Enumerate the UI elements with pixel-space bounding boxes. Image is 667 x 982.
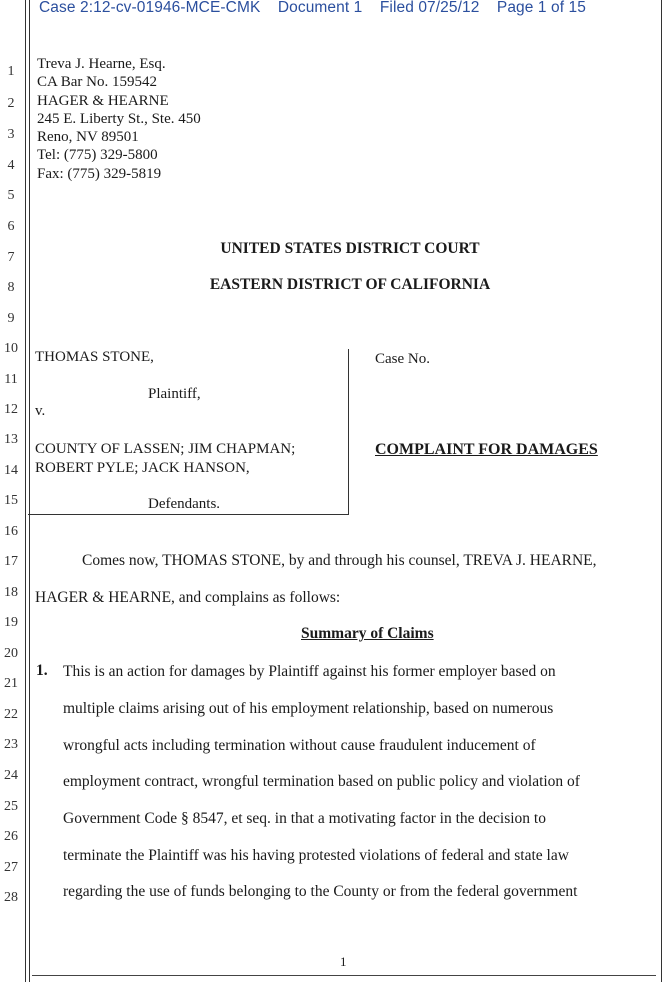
- line-number: 12: [4, 402, 18, 417]
- caption-divider-vertical: [348, 349, 349, 515]
- court-district: EASTERN DISTRICT OF CALIFORNIA: [209, 276, 491, 293]
- line-number: 5: [7, 188, 15, 203]
- line-number: 24: [4, 768, 18, 783]
- versus: v.: [35, 403, 46, 419]
- line-number: 22: [4, 707, 18, 722]
- summary-heading: Summary of Claims: [301, 625, 434, 642]
- filing-header: [39, 0, 599, 17]
- paragraph-number: 1.: [36, 662, 48, 679]
- line-number: 8: [7, 280, 15, 295]
- counsel-street: 245 E. Liberty St., Ste. 450: [37, 110, 201, 127]
- page-number: 1: [340, 954, 347, 969]
- counsel-firm: HAGER & HEARNE: [37, 92, 169, 109]
- defendants-line-1: COUNTY OF LASSEN; JIM CHAPMAN;: [35, 441, 296, 457]
- line-number: 1: [7, 64, 15, 79]
- line-number: 25: [4, 799, 18, 814]
- margin-line-left-outer: [25, 0, 26, 982]
- line-number: 7: [7, 250, 15, 265]
- line-number: 27: [4, 860, 18, 875]
- margin-line-left-inner: [29, 0, 30, 982]
- paragraph-line: terminate the Plaintiff was his having protested violations of federal and state law: [63, 847, 569, 864]
- line-number: 28: [4, 890, 18, 905]
- paragraph-line: regarding the use of funds belonging to the County or from the federal government: [63, 883, 578, 900]
- intro-line-1: Comes now, THOMAS STONE, by and through his counsel, TREVA J. HEARNE,: [82, 552, 597, 569]
- paragraph-line: Government Code § 8547, et seq. in that a motivating factor in the decision to: [63, 810, 546, 827]
- line-number: 20: [4, 646, 18, 661]
- intro-line-2: HAGER & HEARNE, and complains as follows:: [35, 589, 341, 606]
- line-number: 2: [7, 96, 15, 111]
- paragraph-line: This is an action for damages by Plaintiff against his former employer based on: [63, 663, 556, 680]
- plaintiff-role: Plaintiff,: [148, 386, 201, 402]
- line-number: 16: [4, 524, 18, 539]
- paragraph-line: wrongful acts including termination without cause fraudulent inducement of: [63, 737, 536, 754]
- complaint-title: COMPLAINT FOR DAMAGES: [375, 441, 598, 458]
- case-no-label: Case No.: [375, 351, 430, 367]
- line-number: 18: [4, 585, 18, 600]
- page-indicator: Page 1 of 15: [496, 0, 586, 16]
- margin-line-right: [661, 0, 662, 982]
- line-number: 21: [4, 676, 18, 691]
- case-number: Case 2:12-cv-01946-MCE-CMK: [39, 0, 261, 16]
- line-number: 14: [4, 463, 18, 478]
- line-number: 26: [4, 829, 18, 844]
- footer-rule: [32, 975, 656, 976]
- paragraph-line: employment contract, wrongful termination based on public policy and violation of: [63, 773, 580, 790]
- line-number: 6: [7, 219, 15, 234]
- line-number: 13: [4, 432, 18, 447]
- line-number: 9: [7, 311, 15, 326]
- court-name: UNITED STATES DISTRICT COURT: [220, 240, 480, 257]
- line-number: 15: [4, 493, 18, 508]
- counsel-phone: Tel: (775) 329-5800: [37, 147, 158, 164]
- line-number: 23: [4, 737, 18, 752]
- line-number: 17: [4, 554, 18, 569]
- line-number: 19: [4, 615, 18, 630]
- line-number: 11: [4, 372, 18, 387]
- document-number: Document 1: [277, 0, 363, 16]
- filed-date: Filed 07/25/12: [379, 0, 480, 16]
- defendants-role: Defendants.: [148, 496, 221, 512]
- caption-divider-horizontal: [28, 514, 349, 515]
- line-number: 4: [7, 158, 15, 173]
- counsel-city: Reno, NV 89501: [37, 129, 139, 146]
- counsel-name: Treva J. Hearne, Esq.: [37, 56, 166, 72]
- counsel-fax: Fax: (775) 329-5819: [37, 165, 162, 182]
- paragraph-line: multiple claims arising out of his employment relationship, based on numerous: [63, 700, 554, 717]
- line-number: 3: [7, 127, 15, 142]
- defendants-line-2: ROBERT PYLE; JACK HANSON,: [35, 460, 250, 476]
- plaintiff-name: THOMAS STONE,: [35, 349, 154, 365]
- counsel-block: [37, 55, 201, 183]
- counsel-bar-number: CA Bar No. 159542: [37, 74, 157, 91]
- line-number: 10: [4, 341, 18, 356]
